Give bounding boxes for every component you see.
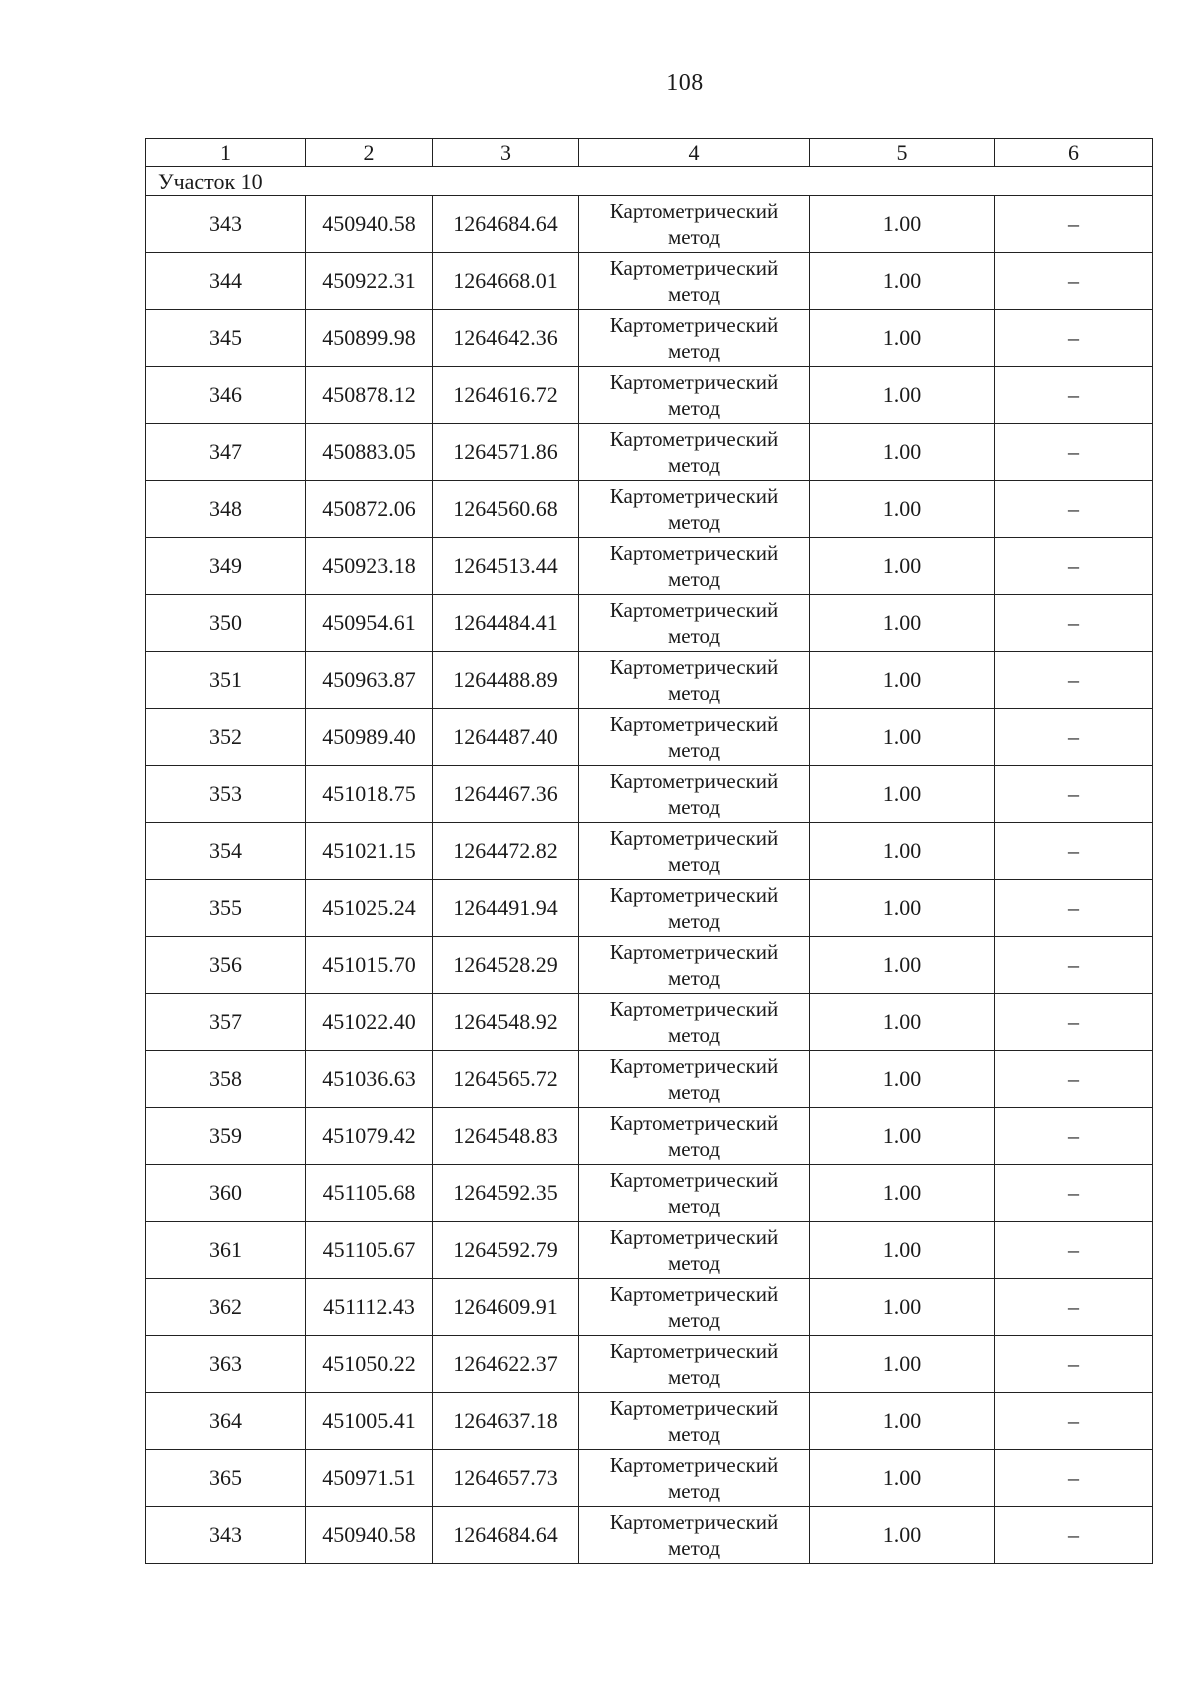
- x-coordinate-cell: 451105.68: [306, 1165, 433, 1222]
- accuracy-cell: 1.00: [810, 766, 995, 823]
- method-cell: [579, 481, 810, 538]
- table-body: [146, 139, 1153, 1564]
- method-line-2: метод: [667, 567, 721, 591]
- method-cell: [579, 823, 810, 880]
- y-coordinate-cell: 1264657.73: [433, 1450, 579, 1507]
- accuracy-cell: 1.00: [810, 424, 995, 481]
- note-cell: –: [995, 1336, 1153, 1393]
- x-coordinate-cell: 450940.58: [306, 196, 433, 253]
- method-cell: [579, 253, 810, 310]
- method-cell: [579, 994, 810, 1051]
- point-number-cell: 343: [146, 196, 306, 253]
- method-line-2: метод: [667, 339, 721, 363]
- method-cell: [579, 1336, 810, 1393]
- note-cell: –: [995, 1279, 1153, 1336]
- method-line-1: Картометрический: [609, 1111, 779, 1135]
- accuracy-cell: 1.00: [810, 538, 995, 595]
- note-cell: –: [995, 652, 1153, 709]
- note-cell: –: [995, 709, 1153, 766]
- page-number: 108: [666, 70, 704, 96]
- y-coordinate-cell: 1264668.01: [433, 253, 579, 310]
- point-number-cell: 358: [146, 1051, 306, 1108]
- method-line-1: Картометрический: [609, 1168, 779, 1192]
- accuracy-cell: 1.00: [810, 595, 995, 652]
- method-cell: [579, 1450, 810, 1507]
- method-line-2: метод: [667, 1308, 721, 1332]
- accuracy-cell: 1.00: [810, 652, 995, 709]
- point-number-cell: 354: [146, 823, 306, 880]
- point-number-cell: 351: [146, 652, 306, 709]
- y-coordinate-cell: 1264548.92: [433, 994, 579, 1051]
- x-coordinate-cell: 450923.18: [306, 538, 433, 595]
- accuracy-cell: 1.00: [810, 1279, 995, 1336]
- table-row: [146, 424, 1153, 481]
- note-cell: –: [995, 937, 1153, 994]
- point-number-cell: 364: [146, 1393, 306, 1450]
- method-line-1: Картометрический: [609, 370, 779, 394]
- table-row: [146, 481, 1153, 538]
- method-line-2: метод: [667, 1137, 721, 1161]
- y-coordinate-cell: 1264487.40: [433, 709, 579, 766]
- method-line-2: метод: [667, 795, 721, 819]
- method-line-1: Картометрический: [609, 1339, 779, 1363]
- accuracy-cell: 1.00: [810, 1450, 995, 1507]
- method-line-2: метод: [667, 1194, 721, 1218]
- method-line-2: метод: [667, 852, 721, 876]
- point-number-cell: 347: [146, 424, 306, 481]
- method-line-2: метод: [667, 396, 721, 420]
- method-line-1: Картометрический: [609, 769, 779, 793]
- table-row: [146, 1393, 1153, 1450]
- x-coordinate-cell: 450954.61: [306, 595, 433, 652]
- y-coordinate-cell: 1264637.18: [433, 1393, 579, 1450]
- point-number-cell: 357: [146, 994, 306, 1051]
- note-cell: –: [995, 1222, 1153, 1279]
- header-cell-1: 1: [146, 139, 306, 167]
- method-cell: [579, 424, 810, 481]
- y-coordinate-cell: 1264488.89: [433, 652, 579, 709]
- accuracy-cell: 1.00: [810, 1222, 995, 1279]
- table-row: [146, 1507, 1153, 1564]
- y-coordinate-cell: 1264642.36: [433, 310, 579, 367]
- point-number-cell: 348: [146, 481, 306, 538]
- method-cell: [579, 1222, 810, 1279]
- note-cell: –: [995, 823, 1153, 880]
- header-row: [146, 139, 1153, 167]
- x-coordinate-cell: 450899.98: [306, 310, 433, 367]
- x-coordinate-cell: 450940.58: [306, 1507, 433, 1564]
- x-coordinate-cell: 450878.12: [306, 367, 433, 424]
- y-coordinate-cell: 1264571.86: [433, 424, 579, 481]
- point-number-cell: 361: [146, 1222, 306, 1279]
- method-line-2: метод: [667, 225, 721, 249]
- x-coordinate-cell: 451050.22: [306, 1336, 433, 1393]
- accuracy-cell: 1.00: [810, 880, 995, 937]
- method-line-1: Картометрический: [609, 997, 779, 1021]
- table-row: [146, 196, 1153, 253]
- accuracy-cell: 1.00: [810, 367, 995, 424]
- y-coordinate-cell: 1264592.79: [433, 1222, 579, 1279]
- table-row: [146, 709, 1153, 766]
- method-line-1: Картометрический: [609, 940, 779, 964]
- note-cell: –: [995, 424, 1153, 481]
- header-cell-5: 5: [810, 139, 995, 167]
- table-row: [146, 310, 1153, 367]
- point-number-cell: 355: [146, 880, 306, 937]
- table-row: [146, 823, 1153, 880]
- point-number-cell: 344: [146, 253, 306, 310]
- y-coordinate-cell: 1264472.82: [433, 823, 579, 880]
- method-line-1: Картометрический: [609, 541, 779, 565]
- note-cell: –: [995, 1165, 1153, 1222]
- method-cell: [579, 1507, 810, 1564]
- method-line-1: Картометрический: [609, 883, 779, 907]
- method-cell: [579, 1108, 810, 1165]
- method-cell: [579, 595, 810, 652]
- table-row: [146, 595, 1153, 652]
- note-cell: –: [995, 880, 1153, 937]
- note-cell: –: [995, 1051, 1153, 1108]
- y-coordinate-cell: 1264513.44: [433, 538, 579, 595]
- method-cell: [579, 880, 810, 937]
- accuracy-cell: 1.00: [810, 1051, 995, 1108]
- method-cell: [579, 538, 810, 595]
- x-coordinate-cell: 451022.40: [306, 994, 433, 1051]
- method-line-1: Картометрический: [609, 199, 779, 223]
- x-coordinate-cell: 451079.42: [306, 1108, 433, 1165]
- x-coordinate-cell: 450883.05: [306, 424, 433, 481]
- note-cell: –: [995, 766, 1153, 823]
- accuracy-cell: 1.00: [810, 1393, 995, 1450]
- point-number-cell: 363: [146, 1336, 306, 1393]
- method-cell: [579, 1165, 810, 1222]
- point-number-cell: 350: [146, 595, 306, 652]
- method-line-1: Картометрический: [609, 1510, 779, 1534]
- point-number-cell: 349: [146, 538, 306, 595]
- section-row: [146, 167, 1153, 196]
- x-coordinate-cell: 451112.43: [306, 1279, 433, 1336]
- table-row: [146, 1222, 1153, 1279]
- header-cell-3: 3: [433, 139, 579, 167]
- header-cell-6: 6: [995, 139, 1153, 167]
- y-coordinate-cell: 1264491.94: [433, 880, 579, 937]
- method-line-2: метод: [667, 1080, 721, 1104]
- method-cell: [579, 1279, 810, 1336]
- method-line-2: метод: [667, 738, 721, 762]
- header-cell-2: 2: [306, 139, 433, 167]
- y-coordinate-cell: 1264484.41: [433, 595, 579, 652]
- method-line-1: Картометрический: [609, 712, 779, 736]
- method-line-1: Картометрический: [609, 655, 779, 679]
- method-line-2: метод: [667, 909, 721, 933]
- method-cell: [579, 766, 810, 823]
- x-coordinate-cell: 450922.31: [306, 253, 433, 310]
- x-coordinate-cell: 451005.41: [306, 1393, 433, 1450]
- note-cell: –: [995, 367, 1153, 424]
- table-row: [146, 1051, 1153, 1108]
- table-row: [146, 994, 1153, 1051]
- point-number-cell: 346: [146, 367, 306, 424]
- note-cell: –: [995, 994, 1153, 1051]
- y-coordinate-cell: 1264684.64: [433, 196, 579, 253]
- method-line-1: Картометрический: [609, 1282, 779, 1306]
- table-row: [146, 1108, 1153, 1165]
- x-coordinate-cell: 451025.24: [306, 880, 433, 937]
- x-coordinate-cell: 451036.63: [306, 1051, 433, 1108]
- method-cell: [579, 310, 810, 367]
- point-number-cell: 362: [146, 1279, 306, 1336]
- point-number-cell: 352: [146, 709, 306, 766]
- accuracy-cell: 1.00: [810, 1336, 995, 1393]
- method-line-1: Картометрический: [609, 826, 779, 850]
- table-row: [146, 937, 1153, 994]
- method-line-1: Картометрический: [609, 256, 779, 280]
- y-coordinate-cell: 1264467.36: [433, 766, 579, 823]
- method-cell: [579, 937, 810, 994]
- y-coordinate-cell: 1264560.68: [433, 481, 579, 538]
- method-line-2: метод: [667, 966, 721, 990]
- x-coordinate-cell: 451018.75: [306, 766, 433, 823]
- method-line-1: Картометрический: [609, 313, 779, 337]
- point-number-cell: 356: [146, 937, 306, 994]
- note-cell: –: [995, 310, 1153, 367]
- x-coordinate-cell: 450872.06: [306, 481, 433, 538]
- note-cell: –: [995, 1450, 1153, 1507]
- y-coordinate-cell: 1264616.72: [433, 367, 579, 424]
- coordinates-table: [145, 138, 1153, 1564]
- table-row: [146, 652, 1153, 709]
- method-line-1: Картометрический: [609, 427, 779, 451]
- accuracy-cell: 1.00: [810, 196, 995, 253]
- table-row: [146, 538, 1153, 595]
- method-cell: [579, 1051, 810, 1108]
- method-line-1: Картометрический: [609, 1054, 779, 1078]
- table-row: [146, 367, 1153, 424]
- accuracy-cell: 1.00: [810, 1165, 995, 1222]
- point-number-cell: 345: [146, 310, 306, 367]
- accuracy-cell: 1.00: [810, 253, 995, 310]
- note-cell: –: [995, 196, 1153, 253]
- y-coordinate-cell: 1264622.37: [433, 1336, 579, 1393]
- section-label: Участок 10: [146, 167, 1153, 196]
- note-cell: –: [995, 481, 1153, 538]
- y-coordinate-cell: 1264565.72: [433, 1051, 579, 1108]
- method-line-2: метод: [667, 624, 721, 648]
- accuracy-cell: 1.00: [810, 709, 995, 766]
- table-row: [146, 253, 1153, 310]
- header-cell-4: 4: [579, 139, 810, 167]
- method-cell: [579, 652, 810, 709]
- method-line-2: метод: [667, 1365, 721, 1389]
- y-coordinate-cell: 1264528.29: [433, 937, 579, 994]
- method-line-1: Картометрический: [609, 1396, 779, 1420]
- y-coordinate-cell: 1264592.35: [433, 1165, 579, 1222]
- table-row: [146, 1165, 1153, 1222]
- note-cell: –: [995, 1108, 1153, 1165]
- accuracy-cell: 1.00: [810, 994, 995, 1051]
- method-line-2: метод: [667, 1023, 721, 1047]
- point-number-cell: 360: [146, 1165, 306, 1222]
- method-line-2: метод: [667, 1536, 721, 1560]
- x-coordinate-cell: 450989.40: [306, 709, 433, 766]
- table-row: [146, 880, 1153, 937]
- method-cell: [579, 367, 810, 424]
- x-coordinate-cell: 451105.67: [306, 1222, 433, 1279]
- method-cell: [579, 709, 810, 766]
- accuracy-cell: 1.00: [810, 310, 995, 367]
- accuracy-cell: 1.00: [810, 1507, 995, 1564]
- x-coordinate-cell: 450971.51: [306, 1450, 433, 1507]
- note-cell: –: [995, 538, 1153, 595]
- note-cell: –: [995, 1393, 1153, 1450]
- method-line-2: метод: [667, 453, 721, 477]
- method-line-1: Картометрический: [609, 1453, 779, 1477]
- y-coordinate-cell: 1264548.83: [433, 1108, 579, 1165]
- x-coordinate-cell: 450963.87: [306, 652, 433, 709]
- method-cell: [579, 1393, 810, 1450]
- note-cell: –: [995, 595, 1153, 652]
- point-number-cell: 359: [146, 1108, 306, 1165]
- note-cell: –: [995, 1507, 1153, 1564]
- x-coordinate-cell: 451015.70: [306, 937, 433, 994]
- y-coordinate-cell: 1264609.91: [433, 1279, 579, 1336]
- accuracy-cell: 1.00: [810, 823, 995, 880]
- x-coordinate-cell: 451021.15: [306, 823, 433, 880]
- table-row: [146, 1279, 1153, 1336]
- method-line-2: метод: [667, 510, 721, 534]
- point-number-cell: 365: [146, 1450, 306, 1507]
- method-line-2: метод: [667, 282, 721, 306]
- note-cell: –: [995, 253, 1153, 310]
- table-row: [146, 1450, 1153, 1507]
- method-line-2: метод: [667, 681, 721, 705]
- method-line-1: Картометрический: [609, 484, 779, 508]
- method-cell: [579, 196, 810, 253]
- point-number-cell: 343: [146, 1507, 306, 1564]
- point-number-cell: 353: [146, 766, 306, 823]
- accuracy-cell: 1.00: [810, 937, 995, 994]
- accuracy-cell: 1.00: [810, 1108, 995, 1165]
- method-line-2: метод: [667, 1422, 721, 1446]
- table-row: [146, 766, 1153, 823]
- y-coordinate-cell: 1264684.64: [433, 1507, 579, 1564]
- method-line-1: Картометрический: [609, 598, 779, 622]
- table-row: [146, 1336, 1153, 1393]
- method-line-2: метод: [667, 1251, 721, 1275]
- accuracy-cell: 1.00: [810, 481, 995, 538]
- method-line-2: метод: [667, 1479, 721, 1503]
- method-line-1: Картометрический: [609, 1225, 779, 1249]
